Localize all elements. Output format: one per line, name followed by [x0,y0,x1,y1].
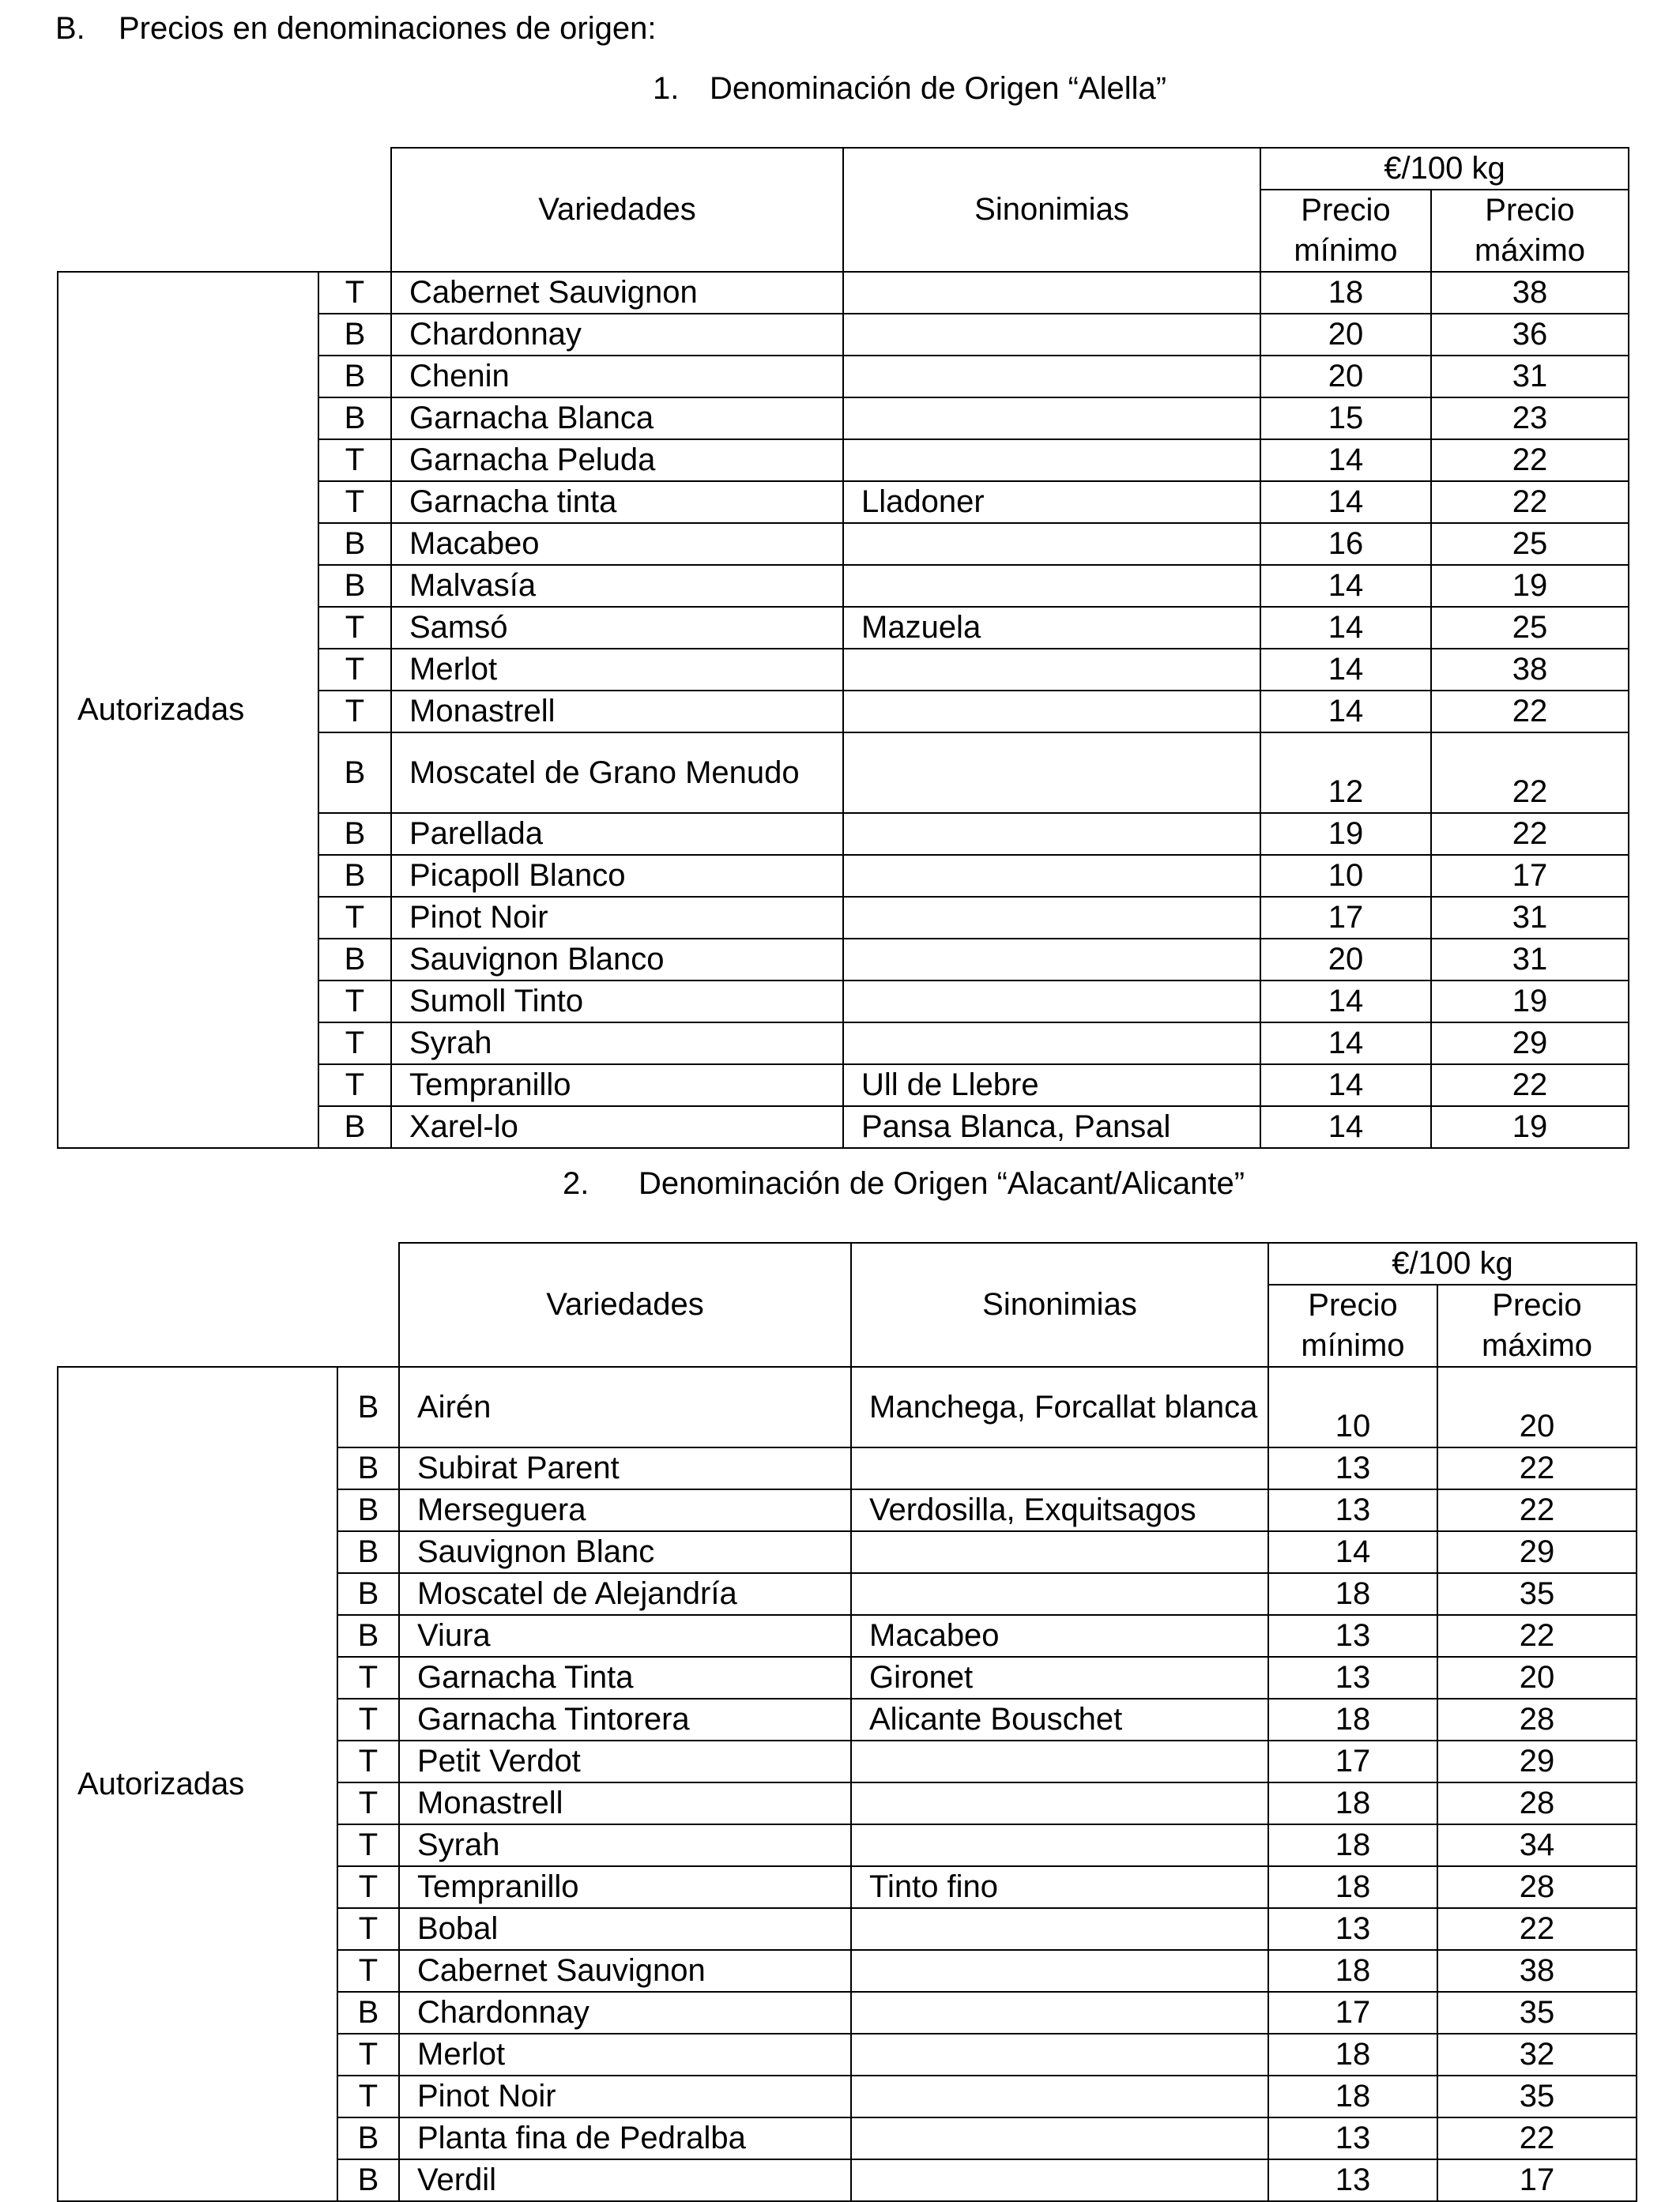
grape-color: T [318,1022,391,1064]
table-1-title-text: Denominación de Origen “Alella” [710,71,1167,106]
table-row [58,1367,1637,1447]
header-synonyms: Sinonimias [851,1243,1268,1367]
price-table-alicante [57,1242,1637,2202]
grape-color: B [337,2159,399,2201]
min-price: 14 [1260,1106,1431,1148]
min-price: 17 [1268,1992,1437,2034]
min-price: 18 [1268,1950,1437,1992]
grape-color: B [318,939,391,981]
header-max-price: Precio máximo [1431,190,1629,272]
max-price: 22 [1431,439,1629,481]
synonym [851,2159,1268,2201]
grape-color: B [318,356,391,397]
synonym [851,2117,1268,2159]
table-row [58,272,1629,314]
grape-color: T [337,1699,399,1741]
min-price: 14 [1260,481,1431,523]
grape-color: B [318,732,391,813]
synonym: Macabeo [851,1615,1268,1657]
grape-color: T [337,1908,399,1950]
min-price: 17 [1260,897,1431,939]
variety-name: Planta fina de Pedralba [399,2117,851,2159]
max-price: 23 [1431,397,1629,439]
max-price: 20 [1437,1367,1637,1447]
header-empty-corner [58,1243,399,1367]
price-table-alella [57,147,1629,1149]
table-2-title-text: Denominación de Origen “Alacant/Alicante” [638,1166,1245,1201]
synonym [843,1022,1260,1064]
grape-color: T [337,1866,399,1908]
synonym: Lladoner [843,481,1260,523]
max-price: 32 [1437,2034,1637,2076]
max-price: 36 [1431,314,1629,356]
max-price: 22 [1437,1489,1637,1531]
header-empty-corner [58,148,391,272]
variety-name: Merseguera [399,1489,851,1531]
synonym [843,314,1260,356]
variety-name: Monastrell [399,1782,851,1824]
grape-color: B [318,1106,391,1148]
grape-color: B [337,1615,399,1657]
variety-name: Merlot [391,649,843,691]
variety-name: Subirat Parent [399,1447,851,1489]
variety-name: Bobal [399,1908,851,1950]
grape-color: T [318,481,391,523]
synonym [851,1573,1268,1615]
header-synonyms: Sinonimias [843,148,1260,272]
variety-name: Chenin [391,356,843,397]
min-price: 18 [1268,1699,1437,1741]
grape-color: B [337,1573,399,1615]
max-price: 20 [1437,1657,1637,1699]
synonym [851,1531,1268,1573]
min-price: 14 [1260,439,1431,481]
synonym [843,565,1260,607]
synonym [851,1741,1268,1782]
grape-color: T [318,1064,391,1106]
grape-color: B [318,813,391,855]
variety-name: Parellada [391,813,843,855]
grape-color: T [337,2034,399,2076]
min-price: 18 [1268,2076,1437,2117]
variety-name: Picapoll Blanco [391,855,843,897]
variety-name: Cabernet Sauvignon [391,272,843,314]
category-label: Autorizadas [58,272,318,1148]
grape-color: B [337,1531,399,1573]
variety-name: Airén [399,1367,851,1447]
variety-name: Sauvignon Blanc [399,1531,851,1573]
min-price: 13 [1268,1657,1437,1699]
variety-name: Tempranillo [399,1866,851,1908]
grape-color: T [337,1657,399,1699]
min-price: 17 [1268,1741,1437,1782]
min-price: 20 [1260,314,1431,356]
min-price: 14 [1260,981,1431,1022]
max-price: 22 [1437,1615,1637,1657]
variety-name: Cabernet Sauvignon [399,1950,851,1992]
max-price: 22 [1437,2117,1637,2159]
variety-name: Sumoll Tinto [391,981,843,1022]
synonym [843,732,1260,813]
grape-color: B [337,1489,399,1531]
synonym [843,981,1260,1022]
grape-color: B [318,523,391,565]
variety-name: Xarel-lo [391,1106,843,1148]
max-price: 29 [1431,1022,1629,1064]
variety-name: Chardonnay [391,314,843,356]
min-price: 19 [1260,813,1431,855]
min-price: 13 [1268,1615,1437,1657]
max-price: 19 [1431,1106,1629,1148]
synonym [843,649,1260,691]
variety-name: Macabeo [391,523,843,565]
min-price: 10 [1260,855,1431,897]
variety-name: Moscatel de Alejandría [399,1573,851,1615]
category-label: Autorizadas [58,1367,337,2201]
synonym: Mazuela [843,607,1260,649]
synonym: Manchega, Forcallat blanca [851,1367,1268,1447]
synonym [851,1782,1268,1824]
synonym [843,439,1260,481]
grape-color: B [318,855,391,897]
max-price: 22 [1431,813,1629,855]
max-price: 22 [1437,1908,1637,1950]
min-price: 20 [1260,356,1431,397]
header-unit: €/100 kg [1268,1243,1637,1285]
max-price: 38 [1431,649,1629,691]
synonym [843,939,1260,981]
min-price: 13 [1268,1908,1437,1950]
synonym [851,1824,1268,1866]
variety-name: Chardonnay [399,1992,851,2034]
variety-name: Verdil [399,2159,851,2201]
max-price: 31 [1431,939,1629,981]
variety-name: Pinot Noir [399,2076,851,2117]
max-price: 35 [1437,2076,1637,2117]
max-price: 28 [1437,1782,1637,1824]
max-price: 19 [1431,981,1629,1022]
min-price: 20 [1260,939,1431,981]
min-price: 14 [1260,1022,1431,1064]
synonym [851,1992,1268,2034]
header-varieties: Variedades [391,148,843,272]
min-price: 14 [1260,649,1431,691]
grape-color: B [318,397,391,439]
header-min-price: Precio mínimo [1268,1285,1437,1367]
synonym: Alicante Bouschet [851,1699,1268,1741]
table-2-number: 2. [563,1166,590,1201]
grape-color: T [337,1824,399,1866]
variety-name: Garnacha Peluda [391,439,843,481]
synonym [843,897,1260,939]
variety-name: Garnacha Tinta [399,1657,851,1699]
min-price: 14 [1260,607,1431,649]
synonym [843,523,1260,565]
max-price: 34 [1437,1824,1637,1866]
synonym [843,813,1260,855]
grape-color: T [318,439,391,481]
min-price: 18 [1268,1866,1437,1908]
synonym: Tinto fino [851,1866,1268,1908]
synonym [843,272,1260,314]
header-min-price: Precio mínimo [1260,190,1431,272]
min-price: 18 [1260,272,1431,314]
max-price: 19 [1431,565,1629,607]
grape-color: B [318,314,391,356]
grape-color: T [318,981,391,1022]
min-price: 13 [1268,1447,1437,1489]
synonym: Gironet [851,1657,1268,1699]
min-price: 12 [1260,732,1431,813]
synonym [843,855,1260,897]
max-price: 25 [1431,607,1629,649]
header-unit: €/100 kg [1260,148,1629,190]
synonym [851,1447,1268,1489]
variety-name: Sauvignon Blanco [391,939,843,981]
synonym [843,356,1260,397]
synonym: Ull de Llebre [843,1064,1260,1106]
synonym: Verdosilla, Exquitsagos [851,1489,1268,1531]
table-body [58,1243,1637,2201]
section-title: Precios en denominaciones de origen: [119,11,657,46]
variety-name: Monastrell [391,691,843,732]
section-heading [55,9,656,47]
section-letter: B. [55,11,85,46]
max-price: 35 [1437,1573,1637,1615]
grape-color: T [318,607,391,649]
min-price: 18 [1268,1782,1437,1824]
min-price: 14 [1260,691,1431,732]
variety-name: Malvasía [391,565,843,607]
grape-color: T [318,691,391,732]
variety-name: Samsó [391,607,843,649]
max-price: 22 [1431,1064,1629,1106]
synonym [843,397,1260,439]
max-price: 35 [1437,1992,1637,2034]
table-1-number: 1. [653,71,680,106]
grape-color: B [337,1367,399,1447]
variety-name: Petit Verdot [399,1741,851,1782]
grape-color: B [337,1992,399,2034]
max-price: 31 [1431,356,1629,397]
max-price: 31 [1431,897,1629,939]
header-max-price: Precio máximo [1437,1285,1637,1367]
variety-name: Garnacha Tintorera [399,1699,851,1741]
grape-color: B [337,2117,399,2159]
synonym [843,691,1260,732]
variety-name: Syrah [399,1824,851,1866]
max-price: 38 [1431,272,1629,314]
synonym [851,2076,1268,2117]
max-price: 22 [1431,481,1629,523]
synonym [851,2034,1268,2076]
max-price: 28 [1437,1699,1637,1741]
grape-color: T [337,2076,399,2117]
max-price: 29 [1437,1531,1637,1573]
table-body [58,148,1629,1148]
variety-name: Pinot Noir [391,897,843,939]
grape-color: T [337,1950,399,1992]
min-price: 18 [1268,1573,1437,1615]
variety-name: Syrah [391,1022,843,1064]
grape-color: T [318,649,391,691]
min-price: 14 [1260,1064,1431,1106]
variety-name: Garnacha tinta [391,481,843,523]
max-price: 22 [1437,1447,1637,1489]
max-price: 17 [1431,855,1629,897]
max-price: 22 [1431,691,1629,732]
table-1-title [653,70,1166,107]
max-price: 22 [1431,732,1629,813]
max-price: 29 [1437,1741,1637,1782]
max-price: 25 [1431,523,1629,565]
variety-name: Tempranillo [391,1064,843,1106]
variety-name: Viura [399,1615,851,1657]
variety-name: Garnacha Blanca [391,397,843,439]
min-price: 18 [1268,2034,1437,2076]
min-price: 13 [1268,1489,1437,1531]
min-price: 14 [1260,565,1431,607]
min-price: 13 [1268,2159,1437,2201]
header-varieties: Variedades [399,1243,851,1367]
grape-color: T [337,1741,399,1782]
grape-color: T [337,1782,399,1824]
min-price: 16 [1260,523,1431,565]
variety-name: Merlot [399,2034,851,2076]
synonym: Pansa Blanca, Pansal [843,1106,1260,1148]
max-price: 28 [1437,1866,1637,1908]
table-2-title [563,1165,1245,1203]
min-price: 15 [1260,397,1431,439]
grape-color: T [318,897,391,939]
min-price: 10 [1268,1367,1437,1447]
min-price: 14 [1268,1531,1437,1573]
min-price: 13 [1268,2117,1437,2159]
max-price: 17 [1437,2159,1637,2201]
grape-color: T [318,272,391,314]
grape-color: B [318,565,391,607]
variety-name: Moscatel de Grano Menudo [391,732,843,813]
synonym [851,1950,1268,1992]
min-price: 18 [1268,1824,1437,1866]
synonym [851,1908,1268,1950]
grape-color: B [337,1447,399,1489]
max-price: 38 [1437,1950,1637,1992]
